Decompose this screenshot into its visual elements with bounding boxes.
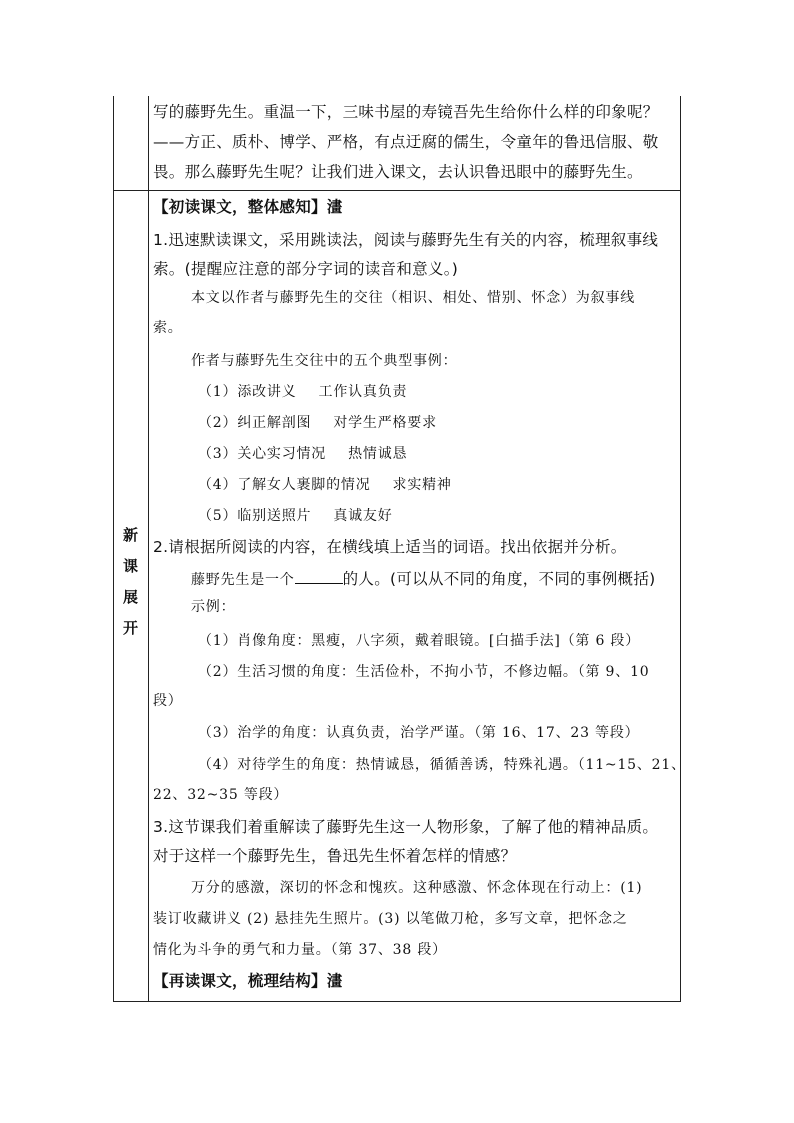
example-item: 22、32~35 等段）: [153, 787, 289, 803]
answer-1: 索。: [153, 320, 183, 336]
example-item: （1）肖像角度：黑瘦，八字须，戴着眼镜。[白描手法]（第 6 段）: [198, 633, 641, 649]
event-item: （4）了解女人裹脚的情况 求实精神: [198, 477, 452, 493]
intro-line: ——方正、质朴、博学、严格，有点迂腐的儒生，令童年的鲁迅信服、敬: [153, 133, 659, 151]
lesson-table: [113, 96, 686, 1002]
heading-mark: 澅: [326, 198, 343, 216]
question-1: 索。(提醒应注意的部分字词的读音和意义。): [153, 260, 459, 278]
side-label-char: 课: [122, 557, 138, 575]
answer-1: 本文以作者与藤野先生的交往（相识、相处、惜别、怀念）为叙事线: [191, 290, 635, 306]
section-heading-first-reading: 【初读课文，整体感知】澅: [153, 198, 343, 216]
events-intro: 作者与藤野先生交往中的五个典型事例：: [191, 353, 458, 369]
question-3: 对于这样一个藤野先生，鲁迅先生怀着怎样的情感？: [153, 847, 517, 865]
example-label: 示例：: [191, 599, 236, 615]
example-item: （2）生活习惯的角度：生活俭朴，不拘小节，不修边幅。（第 9、10: [198, 664, 650, 680]
table-column-divider: [148, 96, 149, 1002]
answer-3: 装订收藏讲义 (2) 悬挂先生照片。(3) 以笔做刀枪，多写文章，把怀念之: [153, 911, 628, 927]
table-border-bottom: [113, 1001, 681, 1002]
event-item: （1）添改讲义 工作认真负责: [198, 384, 408, 400]
table-border-right: [680, 96, 681, 1002]
side-label: [113, 520, 148, 644]
side-label-char: 新: [122, 526, 138, 544]
answer-3: 万分的感激，深切的怀念和愧疚。这种感激、怀念体现在行动上：(1): [191, 880, 643, 896]
answer-3: 情化为斗争的勇气和力量。（第 37、38 段）: [153, 942, 447, 958]
question-1: 1.迅速默读课文，采用跳读法，阅读与藤野先生有关的内容，梳理叙事线: [153, 231, 659, 249]
example-item: （4）对待学生的角度：热情诚恳，循循善诱，特殊礼遇。（11~15、21、: [198, 757, 686, 773]
intro-line: 畏。那么藤野先生呢？让我们进入课文，去认识鲁迅眼中的藤野先生。: [153, 163, 643, 181]
question-2: 2.请根据所阅读的内容，在横线填上适当的词语。找出依据并分析。: [153, 538, 627, 556]
example-item: （3）治学的角度：认真负责，治学严谨。（第 16、17、23 等段）: [198, 725, 640, 741]
fill-in-sentence: 藤野先生是一个 的人。(可以从不同的角度，不同的事例概括): [191, 570, 656, 588]
heading-mark: 澅: [326, 972, 343, 990]
intro-line: 写的藤野先生。重温一下，三味书屋的寿镜吾先生给你什么样的印象呢？: [153, 103, 659, 121]
event-item: （5）临别送照片 真诚友好: [198, 508, 393, 524]
table-row-divider: [113, 190, 681, 191]
example-item: 段）: [153, 693, 183, 709]
event-item: （2）纠正解剖图 对学生严格要求: [198, 415, 437, 431]
side-label-char: 开: [122, 619, 138, 637]
question-3: 3.这节课我们着重解读了藤野先生这一人物形象，了解了他的精神品质。: [153, 818, 659, 836]
side-label-char: 展: [122, 588, 138, 606]
fill-in-blank: [295, 569, 343, 584]
section-heading-second-reading: 【再读课文，梳理结构】澅: [153, 972, 343, 990]
event-item: （3）关心实习情况 热情诚恳: [198, 446, 408, 462]
